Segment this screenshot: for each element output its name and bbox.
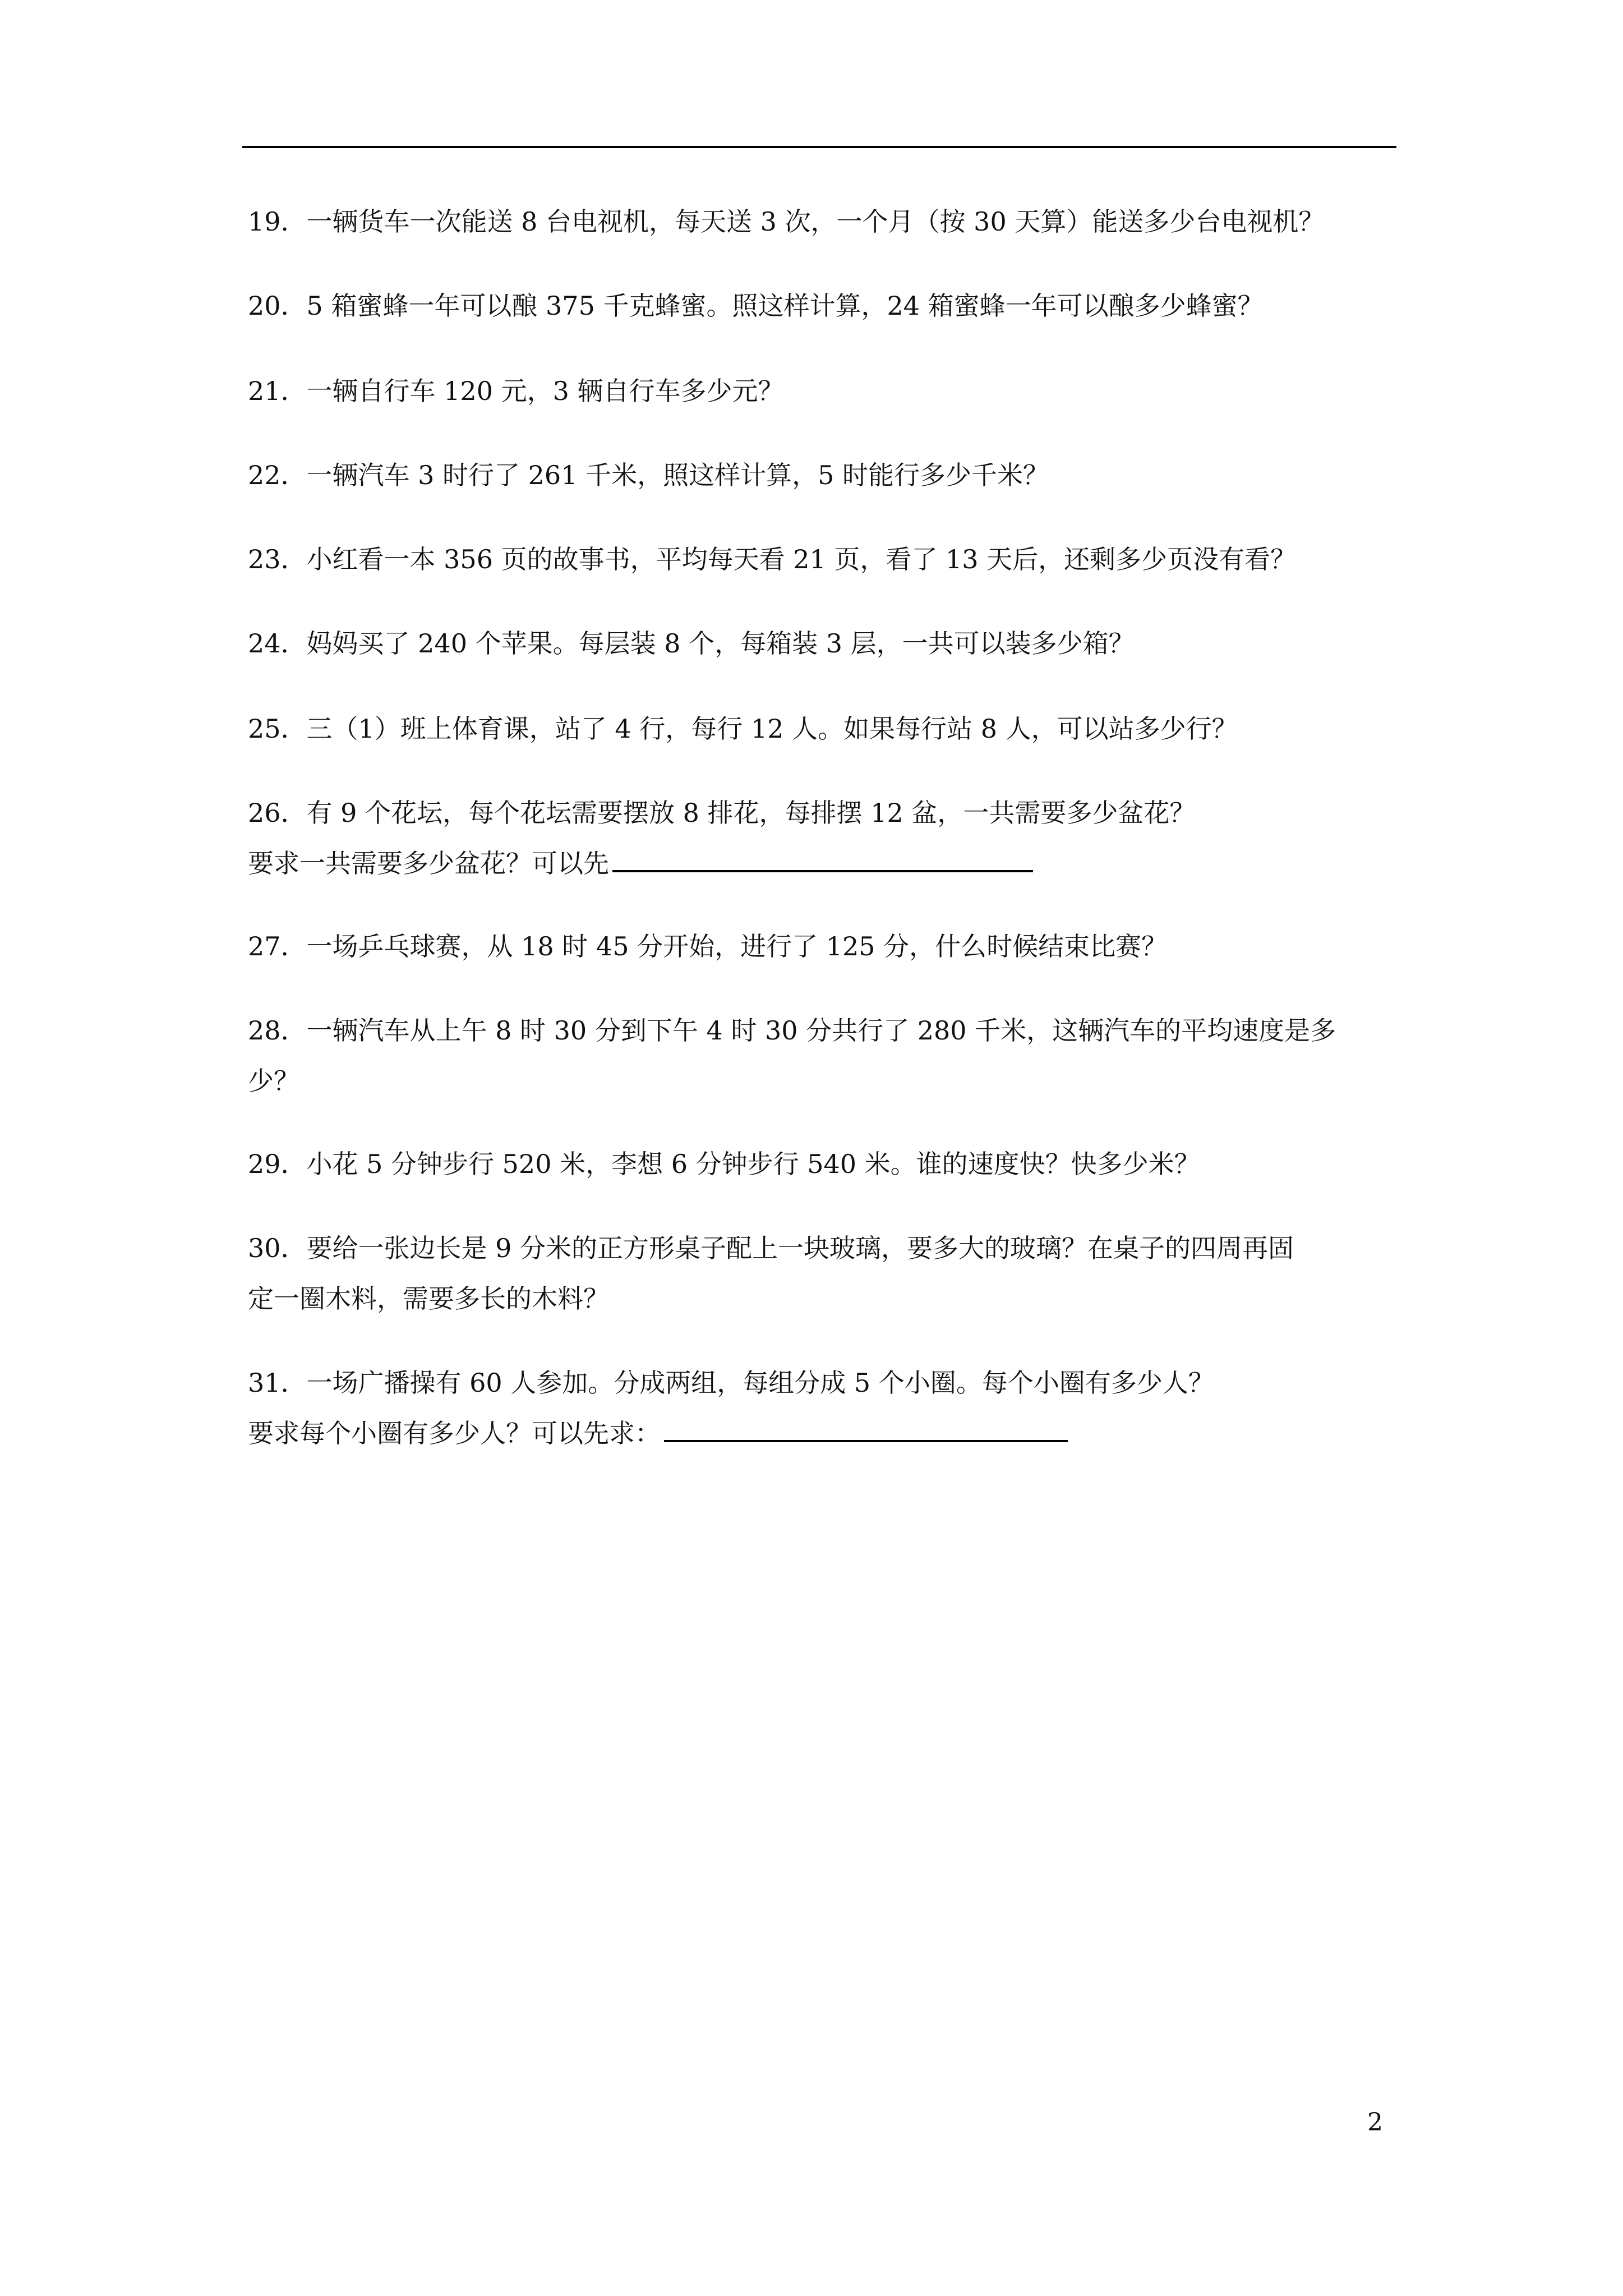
question-text-continued: 定一圈木料，需要多长的木料？ xyxy=(248,1283,609,1314)
header-rule xyxy=(242,146,1396,148)
page-number: 2 xyxy=(1367,2108,1383,2137)
question-30 xyxy=(248,1223,1398,1324)
question-text: 23．小红看一本 356 页的故事书，平均每天看 21 页，看了 13 天后，还剩多少页没有看？ xyxy=(248,544,1297,574)
question-23 xyxy=(248,534,1398,585)
question-25 xyxy=(248,703,1398,754)
answer-prompt-line xyxy=(248,838,1398,889)
question-text: 26．有 9 个花坛，每个花坛需要摆放 8 排花，每排摆 12 盆，一共需要多少盆花？ xyxy=(248,798,1196,828)
question-text: 29．小花 5 分钟步行 520 米，李想 6 分钟步行 540 米。谁的速度快？快多少米？ xyxy=(248,1149,1200,1179)
question-text: 20．5 箱蜜蜂一年可以酿 375 千克蜂蜜。照这样计算，24 箱蜜蜂一年可以酿多少蜂蜜？ xyxy=(248,291,1264,321)
question-text: 28．一辆汽车从上午 8 时 30 分到下午 4 时 30 分共行了 280 千米，这辆汽车的平均速度是多 xyxy=(248,1015,1336,1046)
answer-prompt: 要求每个小圈有多少人？可以先求： xyxy=(248,1418,661,1448)
question-text: 24．妈妈买了 240 个苹果。每层装 8 个，每箱装 3 层，一共可以装多少箱？ xyxy=(248,628,1135,659)
answer-prompt: 要求一共需要多少盆花？可以先 xyxy=(248,848,609,878)
question-20 xyxy=(248,280,1398,331)
question-26 xyxy=(248,788,1398,889)
question-text-continued: 少？ xyxy=(248,1066,299,1096)
answer-prompt-line xyxy=(248,1408,1398,1458)
question-29 xyxy=(248,1139,1398,1189)
question-text: 21．一辆自行车 120 元，3 辆自行车多少元？ xyxy=(248,376,784,406)
answer-blank[interactable] xyxy=(612,842,1033,872)
question-27 xyxy=(248,921,1398,972)
question-text: 22．一辆汽车 3 时行了 261 千米，照这样计算，5 时能行多少千米？ xyxy=(248,460,1049,490)
answer-blank[interactable] xyxy=(664,1412,1068,1442)
question-22 xyxy=(248,450,1398,500)
question-text: 25．三（1）班上体育课，站了 4 行，每行 12 人。如果每行站 8 人，可以站多少行？ xyxy=(248,714,1238,744)
question-text: 30．要给一张边长是 9 分米的正方形桌子配上一块玻璃，要多大的玻璃？在桌子的四周再固 xyxy=(248,1233,1294,1263)
question-31 xyxy=(248,1358,1398,1458)
question-19 xyxy=(248,196,1398,247)
question-28 xyxy=(248,1005,1398,1106)
question-24 xyxy=(248,618,1398,669)
question-text: 19．一辆货车一次能送 8 台电视机，每天送 3 次，一个月（按 30 天算）能送多少台电视机？ xyxy=(248,206,1325,237)
question-21 xyxy=(248,366,1398,416)
question-text: 31．一场广播操有 60 人参加。分成两组，每组分成 5 个小圈。每个小圈有多少人？ xyxy=(248,1368,1214,1398)
question-text: 27．一场乒乓球赛，从 18 时 45 分开始，进行了 125 分，什么时候结束比赛？ xyxy=(248,931,1168,961)
